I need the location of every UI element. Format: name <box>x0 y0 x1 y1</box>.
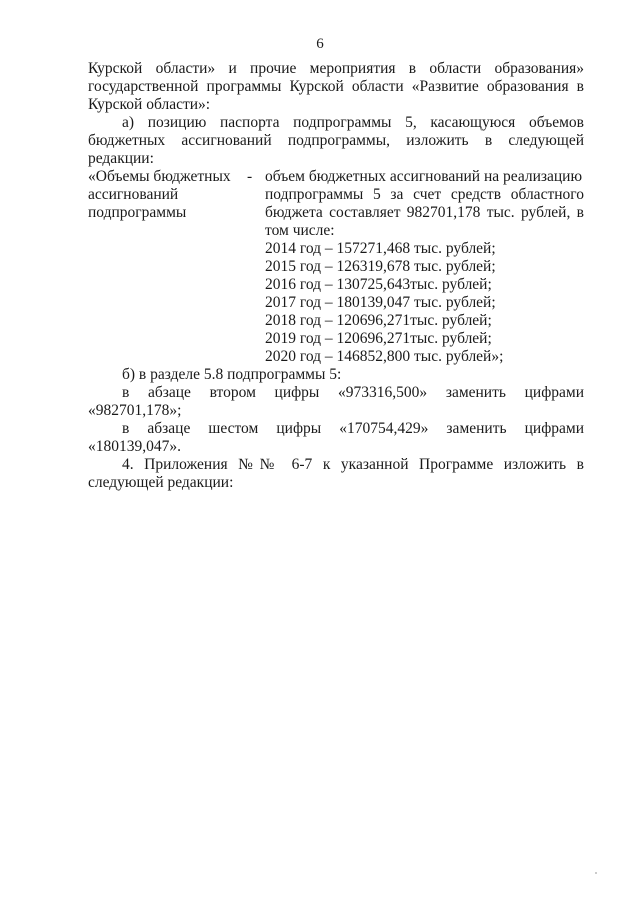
paragraph-line: Курской области»: <box>88 96 211 113</box>
passport-label-line: «Объемы бюджетных <box>88 168 231 185</box>
passport-label-line: ассигнований <box>88 186 179 203</box>
paragraph-line: 4. Приложения №№ 6-7 к указанной Программе изложить в <box>122 456 584 473</box>
page-number: 6 <box>316 36 324 52</box>
paragraph-line: редакции: <box>88 150 154 167</box>
passport-year-line: 2018 год – 120696,271тыс. рублей; <box>265 312 492 329</box>
passport-value-line: том числе: <box>265 222 335 239</box>
passport-year-line: 2019 год – 120696,271тыс. рублей; <box>265 330 492 347</box>
passport-year-line: 2017 год – 180139,047 тыс. рублей; <box>265 294 496 311</box>
passport-value-line: объем бюджетных ассигнований на реализацию <box>265 168 583 185</box>
passport-value-line: подпрограммы 5 за счет средств областного <box>265 186 584 203</box>
paragraph-line: б) в разделе 5.8 подпрограммы 5: <box>122 366 342 383</box>
passport-year-line: 2020 год – 146852,800 тыс. рублей»; <box>265 348 504 365</box>
paragraph-line: следующей редакции: <box>88 474 234 491</box>
scan-speck <box>595 872 597 874</box>
paragraph-line: «982701,178»; <box>88 402 182 419</box>
passport-value-line: бюджета составляет 982701,178 тыс. рублей, в <box>265 204 584 221</box>
passport-year-line: 2015 год – 126319,678 тыс. рублей; <box>265 258 496 275</box>
passport-dash: - <box>247 168 253 185</box>
paragraph-line: «180139,047». <box>88 438 181 455</box>
paragraph-line: государственной программы Курской области «Развитие образования в <box>88 78 584 95</box>
passport-year-line: 2016 год – 130725,643тыс. рублей; <box>265 276 492 293</box>
passport-label-line: подпрограммы <box>88 204 187 221</box>
paragraph-line: в абзаце втором цифры «973316,500» заменить цифрами <box>122 384 584 401</box>
paragraph-line: Курской области» и прочие мероприятия в области образования» <box>88 60 584 77</box>
paragraph-line: в абзаце шестом цифры «170754,429» заменить цифрами <box>122 420 584 437</box>
passport-year-line: 2014 год – 157271,468 тыс. рублей; <box>265 240 496 257</box>
paragraph-line: бюджетных ассигнований подпрограммы, изложить в следующей <box>88 132 584 149</box>
paragraph-line: а) позицию паспорта подпрограммы 5, касающуюся объемов <box>122 114 584 131</box>
